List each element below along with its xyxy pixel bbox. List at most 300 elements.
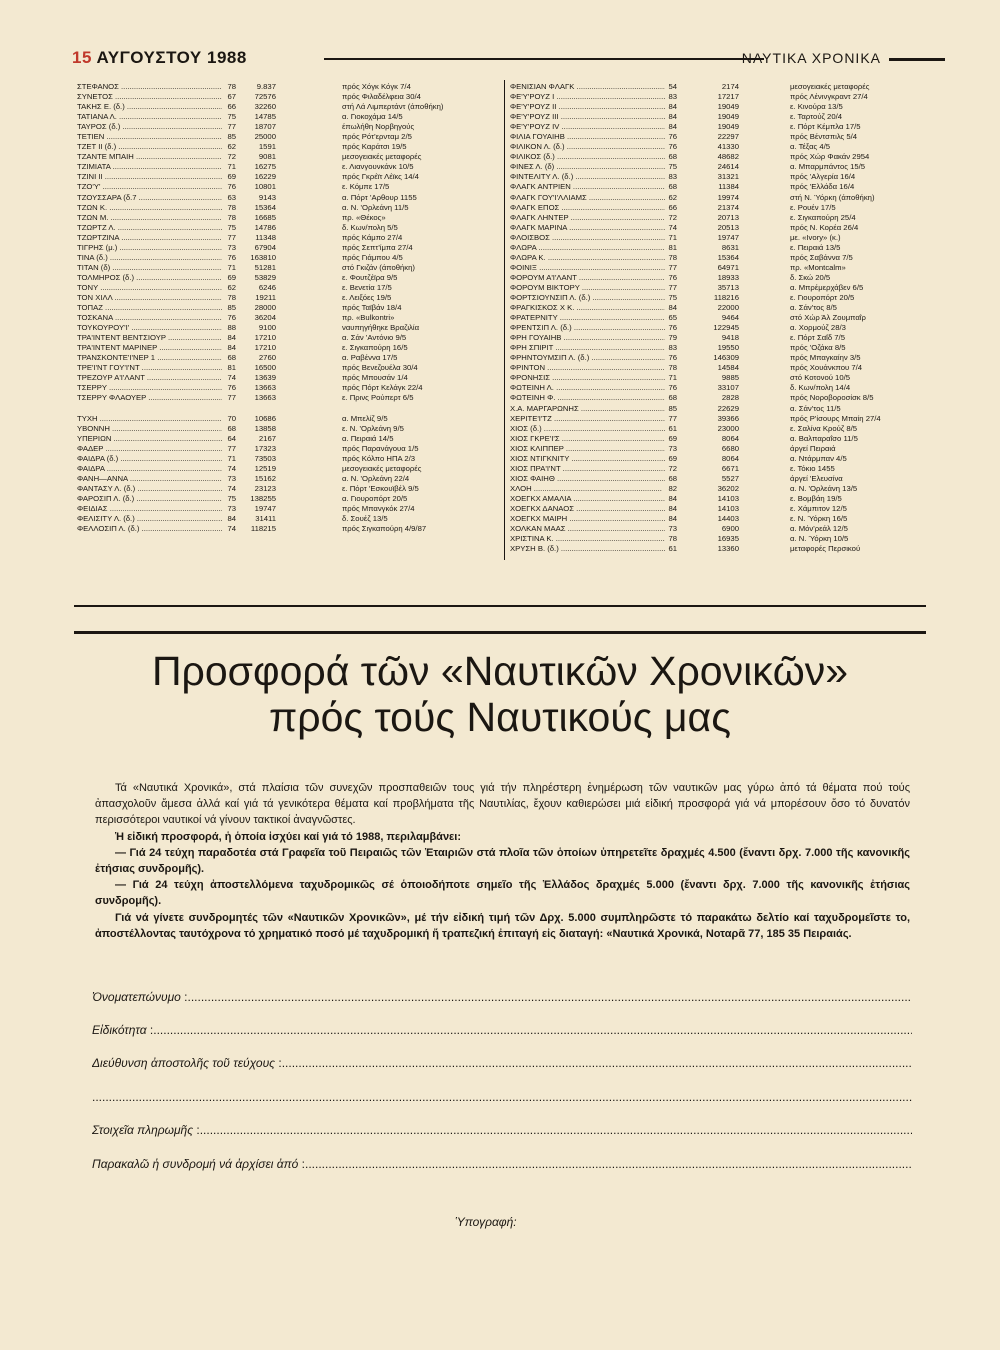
- table-row: [77, 243, 292, 253]
- section-divider-thick: [74, 631, 926, 634]
- build-year: 76: [668, 142, 677, 152]
- table-row: [790, 373, 950, 383]
- build-year: 84: [227, 333, 236, 343]
- tonnage: 2828: [721, 393, 739, 403]
- table-row: [790, 152, 950, 162]
- ship-name: ΦΕ'Υ'ΡΟΥΖ ΙV .....: [510, 122, 665, 132]
- tonnage: 9418: [721, 333, 739, 343]
- build-year: 84: [227, 513, 236, 523]
- build-year: 75: [668, 162, 677, 172]
- ship-name: ΤΟΣΚΑΝΑ .....: [77, 313, 222, 323]
- ship-name: ΦΕ'Υ'ΡΟΥΖ ΙΙ .....: [510, 102, 665, 112]
- ship-name: ΦΡΗ ΣΠΙΡΙΤ .....: [510, 343, 665, 353]
- ship-status: α. Ντάρμπαν 4/5: [790, 453, 847, 463]
- build-year: 63: [227, 192, 236, 202]
- ship-name: ΧΟΛΚΑΝ ΜΑΑΣ .....: [510, 524, 665, 534]
- ship-name: ΦΩΤΕΙΝΗ Λ. .....: [510, 383, 665, 393]
- ship-name: ΤΖΩΡΤΖ Λ. .....: [77, 223, 222, 233]
- table-row: [790, 182, 950, 192]
- ship-status: έπωλήθη Νορβηγούς: [342, 122, 415, 132]
- ship-status: στό Κοτονού 10/5: [790, 373, 851, 383]
- ship-status: α. Ν. 'Ορλεάνη 11/5: [342, 202, 409, 212]
- table-row: [790, 162, 950, 172]
- payment-label: Στοιχεῖα πληρωμῆς: [92, 1123, 194, 1137]
- ship-status: πρός Κάμπο 27/4: [342, 232, 403, 242]
- build-year: 62: [227, 142, 236, 152]
- ship-status: α. Τέξας 4/5: [790, 142, 831, 152]
- table-row: [342, 82, 502, 92]
- build-year: 76: [668, 353, 677, 363]
- ship-name: ΧΟΕΓΚΧ ΑΜΑΛΙΑ .....: [510, 494, 665, 504]
- start-date-field[interactable]: [92, 1157, 912, 1171]
- table-row: [790, 544, 950, 554]
- table-row: [342, 303, 502, 313]
- table-row: [77, 122, 292, 132]
- table-row: [342, 424, 502, 434]
- tonnage: 31411: [255, 513, 276, 523]
- ship-status: πρ. «Montcalm»: [790, 262, 846, 272]
- ship-name: ΤΖΩΝ Μ. .....: [77, 213, 222, 223]
- table-row: [510, 363, 750, 373]
- ship-status: πρός 'Οζάκα 8/5: [790, 343, 846, 353]
- ship-status: ε. Πόρτ 'Εσκουϊβέλ 9/5: [342, 483, 419, 493]
- build-year: 83: [668, 343, 677, 353]
- tonnage: 19747: [717, 232, 739, 242]
- ship-status: ε. Γιουροπόρτ 20/5: [790, 292, 855, 302]
- table-row: [510, 484, 750, 494]
- ship-name: ΤΖΕΤ ΙΙ (δ.) .....: [77, 142, 222, 152]
- ship-status: ναυπηγήθηκε Βραζιλία: [342, 323, 420, 333]
- table-row: [77, 172, 292, 182]
- build-year: 65: [668, 313, 677, 323]
- column-divider: [504, 80, 505, 560]
- ship-status: στό Γκιζάν (άποθήκη): [342, 262, 415, 272]
- tonnage: 13360: [717, 544, 739, 554]
- ship-name: ΦΩΤΕΙΝΗ Φ. .....: [510, 393, 665, 403]
- table-row: [790, 273, 950, 283]
- tonnage: 20513: [717, 222, 739, 232]
- table-row: [510, 353, 750, 363]
- ship-status: α. Πόρτ 'Αρθουρ 1155: [342, 192, 417, 202]
- ship-status: ε. Πόρτ Κέμπλα 17/5: [790, 122, 861, 132]
- tonnage: 19550: [717, 343, 739, 353]
- ship-status: πρός Σαβάννα 7/5: [790, 252, 853, 262]
- ship-name: ΦΡΗΝΤΟΥΜΣΙΠ Λ. (δ.) .....: [510, 353, 665, 363]
- build-year: 84: [668, 122, 677, 132]
- ship-name: ΤΥΧΗ .....: [77, 414, 222, 424]
- table-row: [342, 383, 502, 393]
- tonnage: 41330: [717, 142, 739, 152]
- table-row: [510, 293, 750, 303]
- ship-status: πρός Χώρ Φακάν 2954: [790, 152, 870, 162]
- tonnage: 22000: [717, 303, 739, 313]
- tonnage: 20713: [717, 212, 739, 222]
- ship-name: ΦΕ'Υ'ΡΟΥΖ Ι .....: [510, 92, 665, 102]
- ship-status: πρός Χουάνκπου 7/4: [790, 363, 863, 373]
- ship-status: πρ. «Bulkontri»: [342, 313, 395, 323]
- ship-name: ΦΟΡΟΥΜ ΒΙΚΤΟΡΥ .....: [510, 283, 665, 293]
- build-year: 88: [227, 323, 236, 333]
- ship-name: ΣΤΕΦΑΝΟΣ .....: [77, 82, 222, 92]
- ship-name: ΤΟΥΚΟΥΡΟΥ'Ι' .....: [77, 323, 222, 333]
- table-row: [510, 434, 750, 444]
- tonnage: 122945: [713, 323, 739, 333]
- tonnage: 8064: [721, 433, 739, 443]
- ship-name: ΤΡΑ'ΙΝΤΕΝΤ ΜΑΡΙΝΕΡ .....: [77, 343, 222, 353]
- build-year: 77: [227, 443, 236, 453]
- ship-status: α. Γιουροπόρτ 20/5: [342, 493, 408, 503]
- tonnage: 163810: [250, 252, 276, 262]
- table-row: [77, 414, 292, 424]
- table-row: [790, 383, 950, 393]
- build-year: 76: [668, 383, 677, 393]
- build-year: 71: [227, 162, 236, 172]
- tonnage: 16935: [717, 534, 739, 544]
- build-year: 71: [668, 232, 677, 242]
- table-row: [510, 142, 750, 152]
- tonnage: 39366: [717, 413, 739, 423]
- ship-status: ε. Βομβάη 19/5: [790, 493, 842, 503]
- ship-name: ΤΕΤΙΕΝ .....: [77, 132, 222, 142]
- table-row: [510, 102, 750, 112]
- tonnage: 14785: [254, 112, 276, 122]
- build-year: 71: [227, 262, 236, 272]
- payment-field[interactable]: [92, 1123, 912, 1137]
- table-row: [510, 213, 750, 223]
- table-row: [77, 464, 292, 474]
- tonnage: 118216: [713, 292, 739, 302]
- build-year: 85: [668, 403, 677, 413]
- publication-name: ΝΑΥΤΙΚΑ ΧΡΟΝΙΚΑ: [741, 50, 881, 66]
- tonnage: 17210: [254, 333, 276, 343]
- ship-name: ΧΙΟΣ ΝΤΙΓΚΝΙΤΥ .....: [510, 454, 665, 464]
- section-divider: [74, 605, 926, 607]
- ship-status: με. «Ivory» (κ.): [790, 232, 841, 242]
- tonnage: 8631: [721, 242, 739, 252]
- build-year: 68: [227, 353, 236, 363]
- ship-status: δ. Κων/πολη 5/5: [342, 222, 398, 232]
- tonnage: 36202: [717, 483, 739, 493]
- table-row: [77, 524, 292, 534]
- ship-name: ΤΣΕΡΡΥ ΦΛΑΟΥΕΡ .....: [77, 393, 222, 403]
- ship-name: ΤΖΙΝΙ ΙΙ .....: [77, 172, 222, 182]
- ship-status: α. Χορμούζ 28/3: [790, 323, 846, 333]
- build-year: 78: [668, 363, 677, 373]
- table-row: [790, 434, 950, 444]
- table-row: [510, 172, 750, 182]
- ship-name: ΦΙΝΤΕΛΙΤΥ Λ. (δ.) .....: [510, 172, 665, 182]
- ship-name: ΧΡΙΣΤΙΝΑ Κ. .....: [510, 534, 665, 544]
- ship-status: α. Ν. 'Ορλεάνη 22/4: [342, 473, 410, 483]
- ship-status: α. Βαλπαραΐσο 11/5: [790, 433, 858, 443]
- table-row: [342, 333, 502, 343]
- table-row: [77, 373, 292, 383]
- build-year: 75: [227, 112, 236, 122]
- table-row: [790, 494, 950, 504]
- build-year: 77: [668, 262, 677, 272]
- ship-name: ΦΡΟΝΗΣΙΣ .....: [510, 373, 665, 383]
- tonnage: 14103: [717, 503, 739, 513]
- table-row: [77, 193, 292, 203]
- ship-status: α. Σάν 'Αντόνιο 9/5: [342, 333, 407, 343]
- table-row: [790, 363, 950, 373]
- build-year: 73: [227, 473, 236, 483]
- build-year: 69: [668, 433, 677, 443]
- ship-status: α. Ν. 'Ορλεάνη 13/5: [790, 483, 858, 493]
- table-row: [342, 474, 502, 484]
- table-row: [342, 323, 502, 333]
- tonnage: 13639: [254, 373, 276, 383]
- table-row: [342, 132, 502, 142]
- table-row: [342, 343, 502, 353]
- ship-status: ε. Χάμπιτον 12/5: [790, 503, 847, 513]
- table-row: [790, 193, 950, 203]
- tonnage: 10801: [254, 182, 276, 192]
- ship-status: στή Ν. Ύόρκη (άποθήκη): [790, 192, 875, 202]
- table-row: [77, 313, 292, 323]
- table-row: [790, 414, 950, 424]
- table-row: [342, 283, 502, 293]
- offer-paragraph-terms: Ἡ εἰδική προσφορά, ἡ ὁποία ἰσχύει καί γιά τό 1988, περιλαμβάνει:: [115, 830, 461, 843]
- build-year: 78: [227, 82, 236, 91]
- ship-status: πρός Λένινγκραντ 27/4: [790, 92, 868, 102]
- build-year: 76: [668, 132, 677, 142]
- build-year: 76: [227, 313, 236, 323]
- table-row: [342, 162, 502, 172]
- tonnage: 16229: [254, 172, 276, 182]
- tonnage: 5527: [721, 473, 739, 483]
- build-year: 75: [668, 292, 677, 302]
- tonnage: 19049: [717, 122, 739, 132]
- offer-title-line-2: πρός τούς Ναυτικούς μας: [268, 694, 732, 740]
- tonnage: 23000: [717, 423, 739, 433]
- table-row: [790, 534, 950, 544]
- table-row: [342, 92, 502, 102]
- ship-name: ΦΙΛΙΚΟΝ Λ. (δ.) .....: [510, 142, 665, 152]
- table-row: [510, 323, 750, 333]
- build-year: 61: [668, 423, 677, 433]
- table-row: [790, 524, 950, 534]
- ship-status: πρός Βέντσπιλς 5/4: [790, 132, 858, 142]
- build-year: 54: [668, 82, 677, 91]
- table-row: [510, 424, 750, 434]
- table-row: [342, 484, 502, 494]
- address-field[interactable]: [92, 1056, 912, 1070]
- table-row: [510, 162, 750, 172]
- ship-name: ΤΣΕΡΡΥ .....: [77, 383, 222, 393]
- table-row: [510, 514, 750, 524]
- table-row: [77, 102, 292, 112]
- ship-status: πρός Μπουσάν 1/4: [342, 373, 408, 383]
- tonnage: 24614: [717, 162, 739, 172]
- ship-name: ΤΑΤΙΑΝΑ Λ. .....: [77, 112, 222, 122]
- tonnage: 73503: [254, 453, 276, 463]
- header-rule: [324, 58, 764, 60]
- build-year: 84: [668, 503, 677, 513]
- table-row: [342, 172, 502, 182]
- ship-name: ΧΙΟΣ (δ.) .....: [510, 424, 665, 434]
- ship-status: άργεί Πειραιά: [790, 443, 836, 453]
- tonnage: 16275: [254, 162, 276, 172]
- tonnage: 19747: [254, 503, 276, 513]
- ship-name: ΦΑΝΗ—ΑΝΝΑ .....: [77, 474, 222, 484]
- table-row: [510, 303, 750, 313]
- build-year: 84: [668, 112, 677, 122]
- ship-status: ε. Σιγκαπούρη 25/4: [790, 212, 856, 222]
- ship-status: πρός Καράτσι 19/5: [342, 142, 407, 152]
- table-row: [510, 223, 750, 233]
- tonnage: 32260: [254, 102, 276, 112]
- tonnage: 23123: [254, 483, 276, 493]
- ship-name: ΥΠΕΡΙΩΝ .....: [77, 434, 222, 444]
- table-row: [77, 484, 292, 494]
- ship-name: ΤΖΑΝΤΕ ΜΠΑΙΗ .....: [77, 152, 222, 162]
- table-row: [342, 152, 502, 162]
- tonnage: 138255: [250, 493, 276, 503]
- table-row: [790, 303, 950, 313]
- ship-name: ΤΙΓΡΗΣ (μ.) .....: [77, 243, 222, 253]
- ship-status: πρός Ρ'ίσουρς Μπαίη 27/4: [790, 413, 881, 423]
- tonnage: 6246: [258, 282, 276, 292]
- ship-status: πρός Σεπτ'ίμπα 27/4: [342, 242, 413, 252]
- table-row: [77, 92, 292, 102]
- ship-name: ΧΡΥΣΗ Β. (δ.) .....: [510, 544, 665, 554]
- table-row: [77, 182, 292, 192]
- table-row: [510, 132, 750, 142]
- ship-name: ΧΙΟΣ ΚΛΙΠΠΕΡ .....: [510, 444, 665, 454]
- build-year: 78: [227, 202, 236, 212]
- tonnage: 118215: [250, 524, 276, 534]
- ship-name: ΤΟΛΜΗΡΟΣ (δ.) .....: [77, 273, 222, 283]
- tonnage: 19211: [255, 292, 276, 302]
- table-row: [342, 494, 502, 504]
- build-year: 82: [668, 483, 677, 493]
- ship-status: ε. Ν. Ύόρκη 16/5: [790, 514, 848, 524]
- table-row: [790, 313, 950, 323]
- build-year: 62: [227, 282, 236, 292]
- ship-status: πρός Μπαγκαίην 3/5: [790, 353, 861, 363]
- build-year: 69: [668, 453, 677, 463]
- table-row: [77, 263, 292, 273]
- ship-name: ΦΟΡΤΣΙΟΥΝΣΙΠ Λ. (δ.) .....: [510, 293, 665, 303]
- table-row: [790, 484, 950, 494]
- ship-name: ΧΛΟΗ .....: [510, 484, 665, 494]
- ship-status: πρός Χόγκ Κόγκ 7/4: [342, 82, 411, 91]
- ship-name: ΦΡΑΓΚΙΣΚΟΣ Χ Κ. .....: [510, 303, 665, 313]
- specialty-field[interactable]: [92, 1023, 912, 1037]
- table-row: [510, 544, 750, 554]
- build-year: 78: [668, 252, 677, 262]
- build-year: 68: [227, 423, 236, 433]
- build-year: 68: [668, 473, 677, 483]
- ship-status: ε. Πειραιά 13/5: [790, 242, 841, 252]
- start-date-label: Παρακαλῶ ἡ συνδρομή νά ἀρχίσει ἀπό: [92, 1157, 299, 1171]
- table-row: [510, 283, 750, 293]
- table-row: [77, 474, 292, 484]
- ship-name: ΦΕΙΔΙΑΣ .....: [77, 504, 222, 514]
- table-row: [510, 504, 750, 514]
- table-row: [790, 263, 950, 273]
- table-row: [77, 293, 292, 303]
- table-row: [790, 293, 950, 303]
- offer-title-line-1: Προσφορά τῶν «Ναυτικῶν Χρονικῶν»: [151, 648, 849, 694]
- table-row: [342, 363, 502, 373]
- table-row: [510, 112, 750, 122]
- ship-status: α. Πειραιά 14/5: [342, 433, 394, 443]
- name-field[interactable]: [92, 990, 912, 1004]
- ship-name: ΤΖΟ'Υ' .....: [77, 182, 222, 192]
- table-row: [790, 404, 950, 414]
- table-row: [790, 122, 950, 132]
- tonnage: 53829: [254, 272, 276, 282]
- tonnage: 6680: [721, 443, 739, 453]
- tonnage: 9464: [721, 313, 739, 323]
- build-year: 76: [227, 182, 236, 192]
- table-row: [510, 193, 750, 203]
- table-row: [790, 112, 950, 122]
- page-date: [72, 48, 247, 68]
- ship-status: ε. Λειξόες 19/5: [342, 292, 392, 302]
- ship-status: α. Ραβέννα 17/5: [342, 353, 398, 363]
- table-row: [510, 233, 750, 243]
- ship-name: ΦΡΙΝΤΟΝ .....: [510, 363, 665, 373]
- tonnage: 9081: [258, 152, 276, 162]
- tonnage: 19974: [717, 192, 739, 202]
- build-year: 77: [227, 122, 236, 132]
- ship-status: ε. Σιγκαπούρη 16/5: [342, 343, 408, 353]
- ship-status: ε. Ρουέν 17/5: [790, 202, 836, 212]
- build-year: 77: [227, 393, 236, 403]
- table-row: [77, 454, 292, 464]
- table-row: [790, 504, 950, 514]
- table-row: [790, 393, 950, 403]
- table-row: [77, 152, 292, 162]
- ship-name: ΤΖΩΡΤΖΙΝΑ .....: [77, 233, 222, 243]
- build-year: 83: [668, 92, 677, 102]
- tonnage: 15364: [254, 202, 276, 212]
- ship-status: πρός Γκρέϊτ Λέϊκς 14/4: [342, 172, 419, 182]
- table-row: [790, 243, 950, 253]
- ship-name: ΦΛΩΡΑ Κ. .....: [510, 253, 665, 263]
- tonnage: 17323: [254, 443, 276, 453]
- table-row: [342, 203, 502, 213]
- table-row: [790, 464, 950, 474]
- table-row: [510, 373, 750, 383]
- ship-status: α. Μπρέμερχάβεν 6/5: [790, 282, 864, 292]
- ship-name: ΦΟΡΟΥΜ Α'Ι'ΛΑΝΤ .....: [510, 273, 665, 283]
- table-row: [510, 203, 750, 213]
- ship-name: ΤΙΝΑ (δ.) .....: [77, 253, 222, 263]
- build-year: 85: [227, 132, 236, 142]
- address-line-2[interactable]: [92, 1090, 912, 1104]
- build-year: 74: [668, 222, 677, 232]
- table-row: [77, 444, 292, 454]
- ship-name: ΦΙΝΕΣ Λ. (δ) .....: [510, 162, 665, 172]
- table-row: [790, 343, 950, 353]
- table-row: [790, 102, 950, 112]
- tonnage: 17210: [254, 343, 276, 353]
- table-row: [342, 263, 502, 273]
- build-year: 85: [227, 303, 236, 313]
- table-row: [510, 454, 750, 464]
- table-row: [510, 333, 750, 343]
- ship-status: δ. Σουέζ 13/5: [342, 513, 388, 523]
- build-year: 75: [227, 493, 236, 503]
- build-year: 61: [668, 544, 677, 554]
- ship-name: ΦΡΑΤΕΡΝΙΤΥ .....: [510, 313, 665, 323]
- tonnage: 9885: [721, 373, 739, 383]
- table-row: [342, 223, 502, 233]
